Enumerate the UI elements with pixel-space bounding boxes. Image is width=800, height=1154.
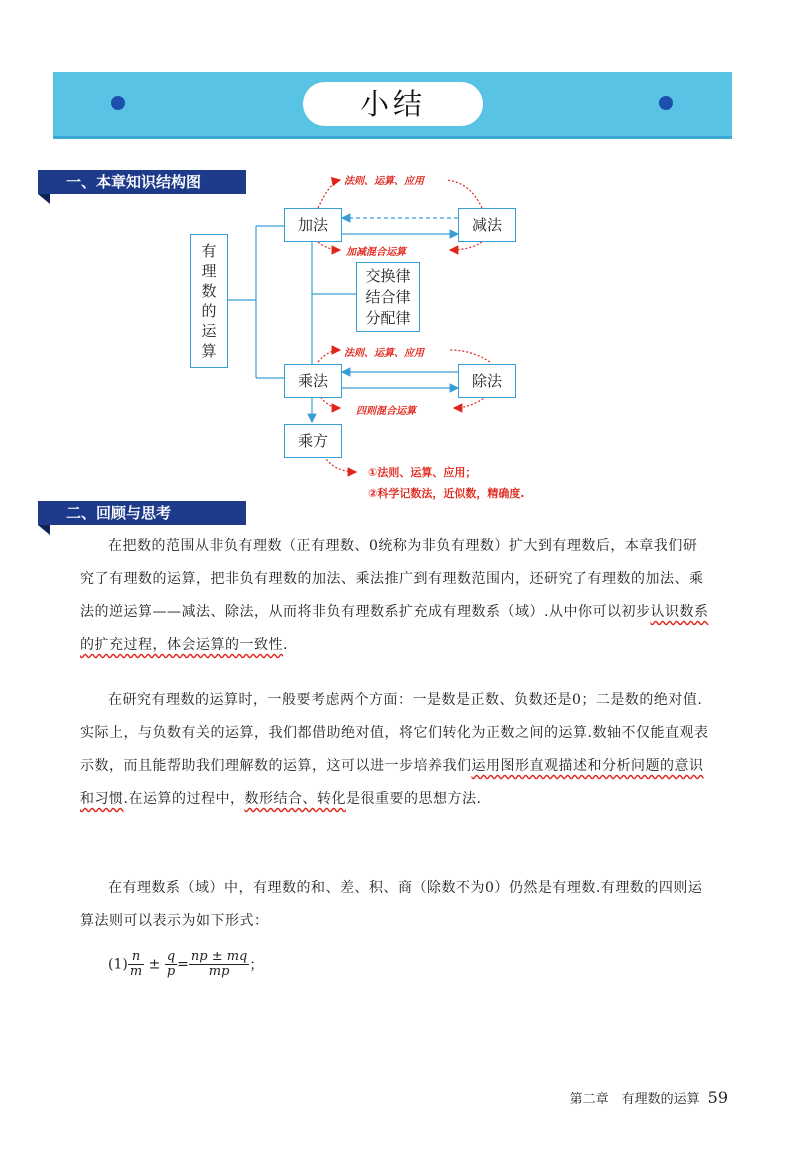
note-add-bottom: 加减混合运算 bbox=[346, 247, 406, 258]
section-2-heading: 二、回顾与思考 bbox=[38, 501, 246, 525]
note-pow-1: ①法则、运算、应用； bbox=[368, 466, 477, 479]
fraction-n-m bbox=[128, 950, 144, 979]
frac-den: mp bbox=[208, 964, 230, 979]
laws-box bbox=[356, 262, 420, 332]
note-mul-top: 法则、运算、应用 bbox=[344, 348, 424, 359]
root-char: 算 bbox=[201, 342, 217, 360]
root-box bbox=[190, 234, 228, 368]
emphasis-text: 数形结合、转化 bbox=[244, 791, 346, 807]
plus-minus: ± bbox=[148, 956, 161, 973]
paragraph-2-text: 在研究有理数的运算时，一般要考虑两个方面：一是数是正数、负数还是0；二是数的绝对值.实际上，与负数有关的运算，我们都借助绝对值，将它们转化为正数之间的运算.数轴不仅能直观表示数，而且能帮助我们理解数的运算，这可以进一步培养我们 bbox=[80, 692, 709, 774]
paragraph-3: 在有理数系（域）中，有理数的和、差、积、商（除数不为0）仍然是有理数.有理数的四则运算法则可以表示为如下形式： bbox=[80, 880, 703, 929]
note-add-top: 法则、运算、应用 bbox=[344, 176, 424, 187]
paragraph-1-text: 在把数的范围从非负有理数（正有理数、0统称为非负有理数）扩大到有理数后，本章我们研究了有理数的运算，把非负有理数的加法、乘法推广到有理数范围内，还研究了有理数的加法、乘法的逆运算——减法、除法，从而将非负有理数系扩充成有理数系（域）.从中你可以初步 bbox=[80, 538, 704, 620]
frac-den: p bbox=[166, 964, 176, 979]
root-char: 有 bbox=[201, 242, 217, 260]
add-box: 加法 bbox=[284, 208, 342, 242]
equals: = bbox=[177, 956, 189, 973]
law-item: 分配律 bbox=[365, 309, 411, 327]
root-char: 数 bbox=[201, 282, 217, 300]
root-char: 运 bbox=[201, 322, 217, 340]
frac-num: q bbox=[166, 949, 176, 964]
emphasis-text: 认识数系的扩充过程，体会运算的一致性 bbox=[80, 604, 709, 653]
div-box: 除法 bbox=[458, 364, 516, 398]
section-1-heading: 一、本章知识结构图 bbox=[38, 170, 246, 194]
page-title: 小结 bbox=[303, 82, 483, 126]
law-item: 结合律 bbox=[365, 288, 411, 306]
emphasis-text: 运用图形直观描述和分析问题的意识和习惯 bbox=[80, 758, 704, 807]
formula-1 bbox=[108, 950, 263, 979]
frac-num: np ± mq bbox=[190, 949, 248, 964]
page-number: 59 bbox=[707, 1088, 728, 1107]
paragraph-1-end: . bbox=[283, 637, 288, 653]
paragraph-2-mid: .在运算的过程中， bbox=[123, 791, 245, 807]
paragraph-2-end: 是很重要的思想方法. bbox=[345, 791, 482, 807]
sub-box: 减法 bbox=[458, 208, 516, 242]
pow-box: 乘方 bbox=[284, 424, 342, 458]
paragraph-1 bbox=[80, 530, 710, 662]
law-item: 交换律 bbox=[365, 267, 411, 285]
formula-label: (1) bbox=[108, 956, 128, 973]
chapter-label: 第二章 有理数的运算 bbox=[569, 1092, 700, 1107]
paragraph-2 bbox=[80, 684, 710, 816]
root-char: 理 bbox=[201, 262, 217, 280]
root-char: 的 bbox=[201, 302, 217, 320]
frac-den: m bbox=[129, 964, 143, 979]
banner-dot-right bbox=[659, 96, 673, 110]
fraction-result bbox=[189, 950, 250, 979]
mul-box: 乘法 bbox=[284, 364, 342, 398]
note-pow-2: ②科学记数法，近似数，精确度. bbox=[368, 487, 525, 500]
note-mul-bottom: 四则混合运算 bbox=[356, 406, 416, 417]
title-banner bbox=[53, 72, 732, 139]
page-footer bbox=[570, 1088, 728, 1107]
formula-end: ； bbox=[249, 957, 264, 974]
fraction-q-p bbox=[165, 950, 177, 979]
frac-num: n bbox=[128, 950, 144, 965]
banner-dot-left bbox=[111, 96, 125, 110]
